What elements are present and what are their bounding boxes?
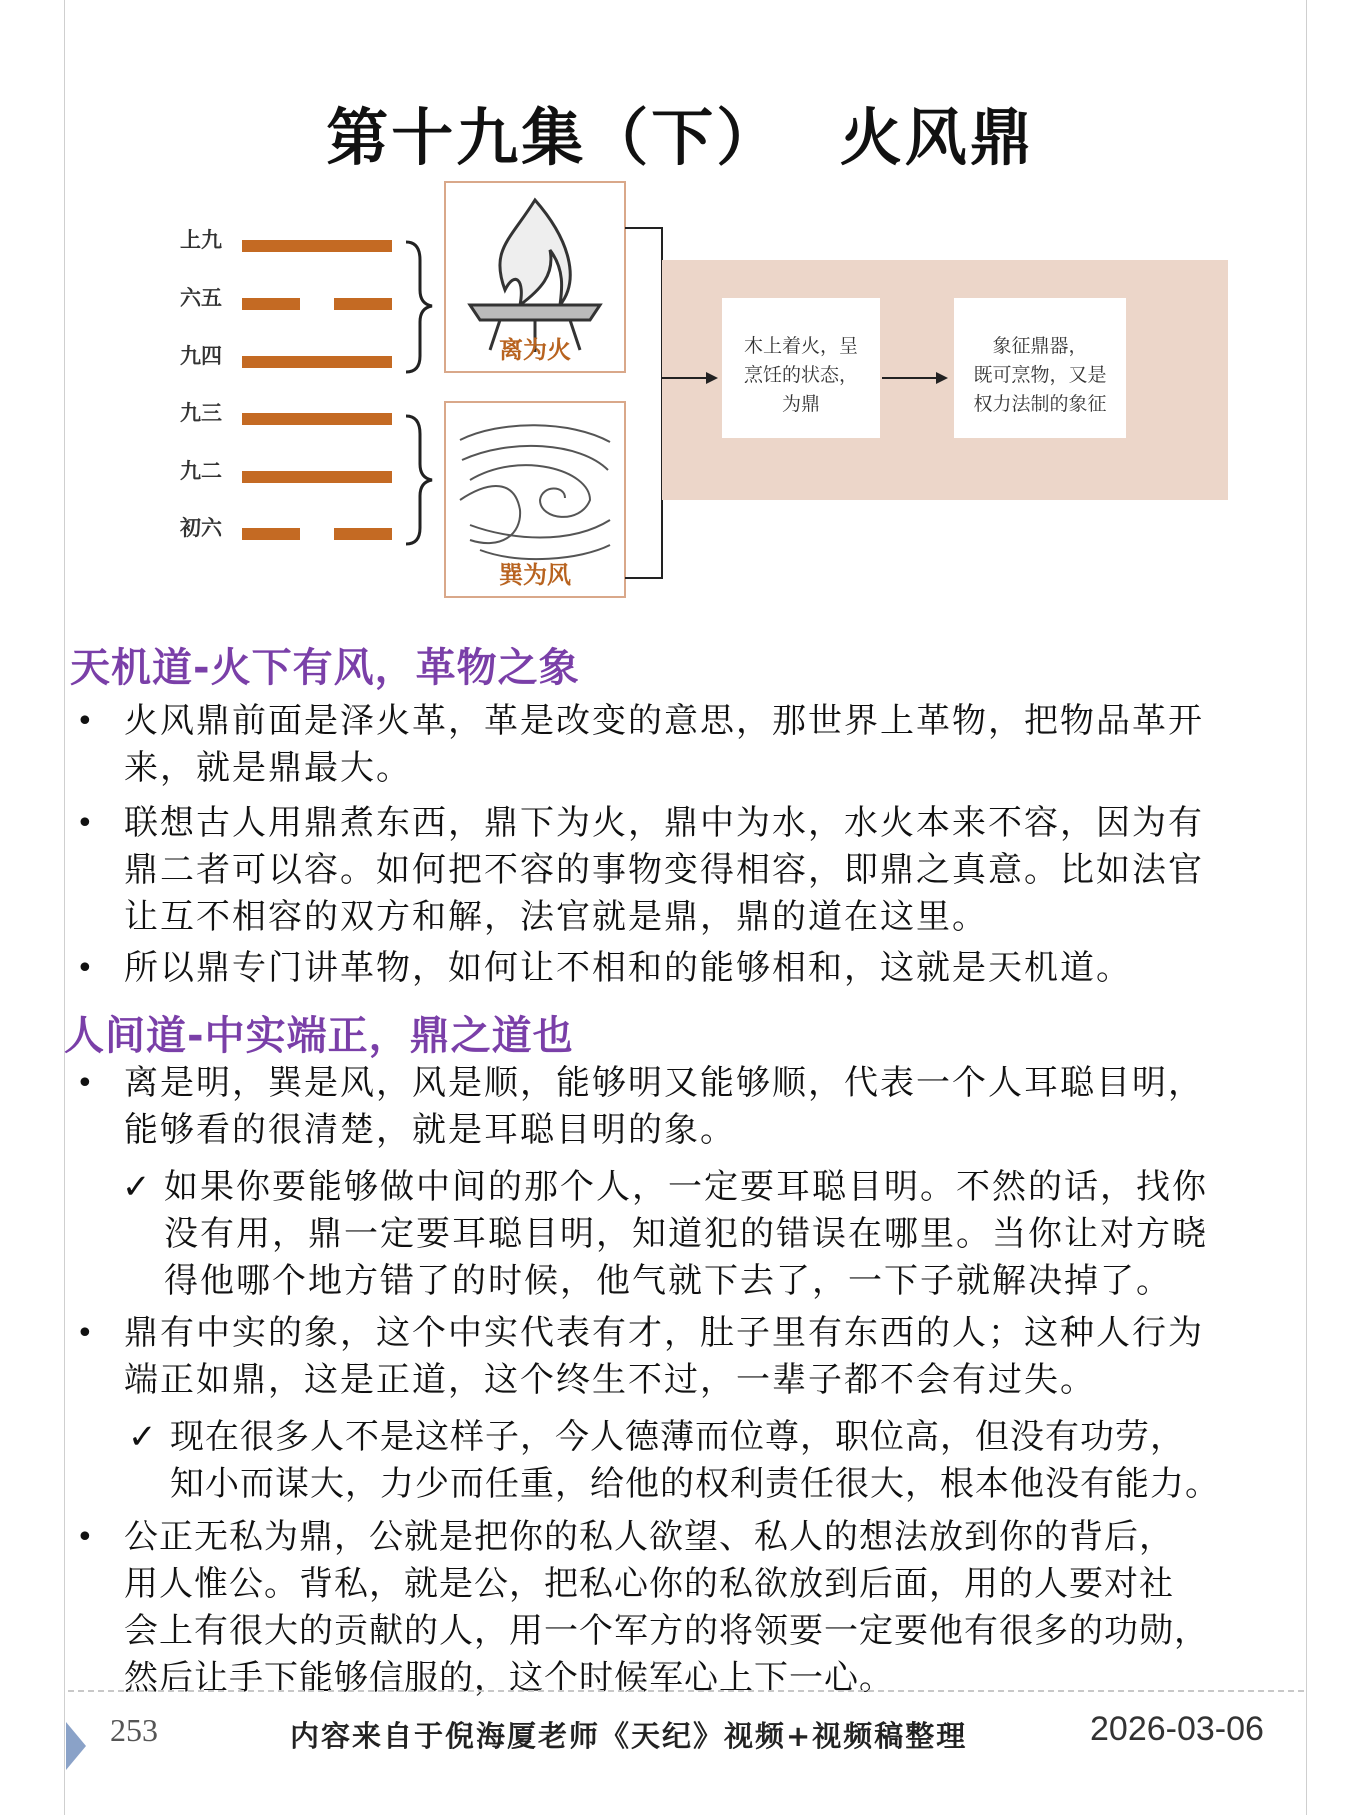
checkmark-icon: ✓ xyxy=(128,1417,157,1457)
text-line: 得他哪个地方错了的时候，他气就下去了，一下子就解决掉了。 xyxy=(164,1261,1172,1301)
result-box-1-line-3: 为鼎 xyxy=(781,393,821,415)
text-line: 会上有很大的贡献的人，用一个军方的将领要一定要他有很多的功勋， xyxy=(124,1611,1209,1651)
text-line: 端正如鼎，这是正道，这个终生不过，一辈子都不会有过失。 xyxy=(124,1360,1096,1400)
bullet-icon: • xyxy=(76,1066,94,1101)
upper-brace xyxy=(406,242,432,372)
text-line: 所以鼎专门讲革物，如何让不相和的能够相和，这就是天机道。 xyxy=(124,948,1132,988)
yao-line-1 xyxy=(242,240,392,252)
text-line: 公正无私为鼎，公就是把你的私人欲望、私人的想法放到你的背后， xyxy=(124,1517,1174,1557)
yao-line-6a xyxy=(242,528,300,540)
result-box-2-line-3: 权力法制的象征 xyxy=(973,393,1107,415)
section-heading-tianji: 天机道-火下有风，革物之象 xyxy=(70,645,580,691)
result-box-2-line-2: 既可烹物，又是 xyxy=(973,364,1107,386)
line-label-1: 上九 xyxy=(180,228,222,252)
text-line: 联想古人用鼎煮东西，鼎下为火，鼎中为水，水火本来不容，因为有 xyxy=(124,803,1204,843)
section-heading-renjian: 人间道-中实端正，鼎之道也 xyxy=(64,1013,574,1059)
result-box-1-line-2: 烹饪的状态， xyxy=(743,364,859,386)
yao-line-5 xyxy=(242,471,392,483)
text-line: 来，就是鼎最大。 xyxy=(124,748,412,788)
result-box-1-line-1: 木上着火，呈 xyxy=(743,335,859,357)
page-left-border xyxy=(64,0,65,1815)
bullet-icon: • xyxy=(76,1520,94,1555)
triangle-marker-icon xyxy=(66,1722,86,1770)
line-label-2: 六五 xyxy=(180,286,222,310)
bullet-icon: • xyxy=(76,951,94,986)
page-title: 第十九集（下） 火风鼎 xyxy=(326,101,1035,174)
yao-line-4 xyxy=(242,413,392,425)
page-right-border xyxy=(1306,0,1307,1815)
bullet-icon: • xyxy=(76,806,94,841)
bullet-icon: • xyxy=(76,1316,94,1351)
text-line: 鼎二者可以容。如何把不容的事物变得相容，即鼎之真意。比如法官 xyxy=(124,850,1204,890)
text-line: 让互不相容的双方和解，法官就是鼎，鼎的道在这里。 xyxy=(124,897,988,937)
bullet-icon: • xyxy=(76,704,94,739)
footer-divider xyxy=(68,1690,1304,1692)
text-line: 如果你要能够做中间的那个人，一定要耳聪目明。不然的话，找你 xyxy=(164,1167,1208,1207)
footer-date: 2026-03-06 xyxy=(1090,1710,1264,1748)
lower-trigram-label: 巽为风 xyxy=(499,561,571,589)
page-number: 253 xyxy=(110,1712,158,1748)
text-line: 没有用，鼎一定要耳聪目明，知道犯的错误在哪里。当你让对方晓 xyxy=(164,1214,1208,1254)
text-line: 知小而谋大，力少而任重，给他的权利责任很大，根本他没有能力。 xyxy=(170,1464,1220,1504)
text-line: 鼎有中实的象，这个中实代表有才，肚子里有东西的人；这种人行为 xyxy=(124,1313,1204,1353)
text-line: 然后让手下能够信服的，这个时候军心上下一心。 xyxy=(124,1658,894,1698)
text-line: 能够看的很清楚，就是耳聪目明的象。 xyxy=(124,1110,736,1150)
line-label-6: 初六 xyxy=(180,516,222,540)
line-label-4: 九三 xyxy=(180,401,222,425)
checkmark-icon: ✓ xyxy=(122,1167,151,1207)
hexagram-diagram xyxy=(170,180,1230,600)
text-line: 用人惟公。背私，就是公，把私心你的私欲放到后面，用的人要对社 xyxy=(124,1564,1174,1604)
line-label-3: 九四 xyxy=(180,344,222,368)
footer-source: 内容来自于倪海厦老师《天纪》视频+视频稿整理 xyxy=(290,1719,968,1753)
yao-line-3 xyxy=(242,356,392,368)
yao-line-2b xyxy=(334,298,392,310)
lower-brace xyxy=(406,416,432,544)
text-line: 现在很多人不是这样子，今人德薄而位尊，职位高，但没有功劳， xyxy=(170,1417,1185,1457)
text-line: 火风鼎前面是泽火革，革是改变的意思，那世界上革物，把物品革开 xyxy=(124,701,1204,741)
yao-line-2a xyxy=(242,298,300,310)
result-box-2-line-1: 象征鼎器， xyxy=(992,335,1088,357)
upper-trigram-label: 离为火 xyxy=(499,336,571,364)
yao-line-6b xyxy=(334,528,392,540)
line-label-5: 九二 xyxy=(180,459,222,483)
text-line: 离是明，巽是风，风是顺，能够明又能够顺，代表一个人耳聪目明， xyxy=(124,1063,1204,1103)
